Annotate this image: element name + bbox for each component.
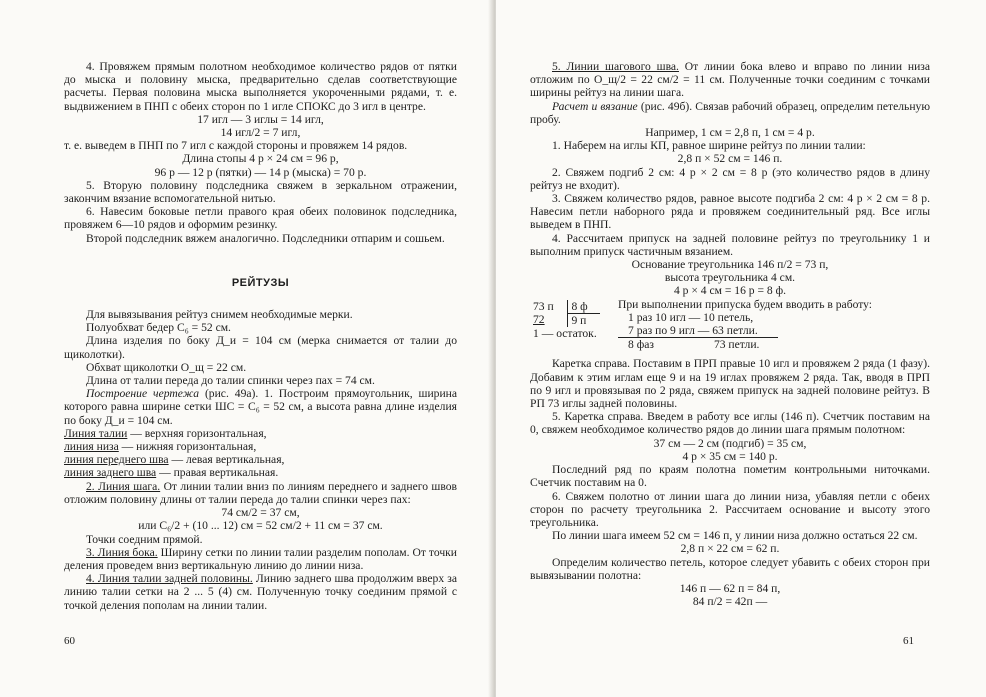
formula: 84 п/2 = 42п — bbox=[692, 595, 768, 609]
paragraph-text: От линии талии вниз по линиям переднего и заднего швов отложим половину длины от талии переда до талии спинки через пах: bbox=[64, 479, 457, 506]
formula: 74 см/2 = 37 см, bbox=[221, 506, 300, 520]
paragraph: 4. Провяжем прямым полотном необходимое количество рядов от пятки до мыска и половину мыска, предварительно сделав соответствующие расчеты. Первая половина мыска выполняется укороченными рядами, т. е. выдвижением в ПНП с обеих сторон по 1 игле СПОКС до 3 игл в центре. bbox=[64, 60, 457, 113]
list-line-text: — правая вертикальная. bbox=[156, 466, 279, 480]
plan-total-loops: 73 петли. bbox=[713, 338, 760, 352]
paragraph: Второй подследник вяжем аналогично. Подследники отпарим и сошьем. bbox=[86, 231, 445, 245]
list-line bbox=[64, 440, 457, 453]
formula: высота треугольника 4 см. bbox=[664, 271, 796, 285]
plan-line: 7 раз по 9 игл — 63 петли. bbox=[618, 324, 778, 338]
underlined-term: линия переднего шва bbox=[64, 453, 169, 467]
formula: 96 р — 12 р (пятки) — 14 р (мыска) = 70 р. bbox=[154, 165, 367, 179]
list-line bbox=[64, 453, 457, 466]
paragraph: 5. Каретка справа. Введем в работу все иглы (146 п). Счетчик поставим на 0, свяжем необходимое количество рядов до линии шага прямым полотном: bbox=[530, 410, 930, 437]
paragraph: 2. Свяжем подгиб 2 см: 4 р × 2 см = 8 р (это количество рядов в длину рейтуз не входит). bbox=[530, 165, 930, 192]
formula: 4 р × 4 см = 16 р = 8 ф. bbox=[673, 284, 787, 298]
paragraph: Длина изделия по боку Д_и = 104 см (мерка снимается от талии до щиколотки). bbox=[64, 334, 457, 361]
formula: 14 игл/2 = 7 игл, bbox=[220, 126, 301, 140]
paragraph: Для вывязывания рейтуз снимем необходимые мерки. bbox=[86, 308, 353, 322]
list-line-text: — верхняя горизонтальная, bbox=[127, 426, 267, 440]
paragraph-text: (рис. 49б). Связав рабочий образец, определим петельную пробу. bbox=[530, 99, 930, 126]
underlined-term: линия низа bbox=[64, 440, 119, 454]
paragraph: Точки соедним прямой. bbox=[86, 532, 203, 546]
paragraph bbox=[64, 546, 457, 572]
section-heading: РЕЙТУЗЫ bbox=[231, 276, 290, 289]
list-line-text: — левая вертикальная, bbox=[168, 453, 285, 467]
paragraph-text: (рис. 49а). 1. Построим прямоугольник, ширина которого равна ширине сетки ШС = С₆ = 52 см, а высота равна длине изделия по боку Д_и = 104 см. bbox=[64, 387, 458, 427]
formula: 4 р × 35 см = 140 р. bbox=[682, 449, 778, 463]
left-page-text bbox=[64, 60, 457, 612]
paragraph bbox=[530, 60, 930, 100]
formula: 17 игл — 3 иглы = 14 игл, bbox=[197, 112, 324, 126]
paragraph bbox=[530, 100, 930, 126]
division-cell: 1 — остаток. bbox=[533, 327, 597, 341]
formula: 2,8 п × 22 см = 62 п. bbox=[680, 542, 780, 556]
underlined-term: 4. Линия талии задней половины. bbox=[86, 572, 253, 586]
paragraph: Последний ряд по краям полотна пометим контрольными ниточками. Счетчик поставим на 0. bbox=[530, 463, 930, 490]
paragraph bbox=[64, 572, 457, 612]
italic-term: Построение чертежа bbox=[86, 387, 200, 401]
division-cell: 72 bbox=[533, 313, 545, 327]
right-page bbox=[496, 0, 986, 697]
formula: Длина стопы 4 р × 24 см = 96 р, bbox=[182, 152, 339, 166]
paragraph: 1. Наберем на иглы КП, равное ширине рейтуз по линии талии: bbox=[552, 139, 866, 153]
formula: 2,8 п × 52 см = 146 п. bbox=[677, 152, 783, 166]
paragraph: 5. Вторую половину подследника свяжем в зеркальном отражении, закончим вязание вспомогательной нитью. bbox=[64, 178, 457, 206]
plan-line: 1 раз 10 игл — 10 петель, bbox=[628, 310, 754, 324]
paragraph: 6. Свяжем полотно от линии шага до линии низа, убавляя петли с обеих сторон по расчету треугольника 2. Рассчитаем основание и высоту этого треугольника. bbox=[530, 489, 930, 529]
division-cell: 8 ф bbox=[568, 300, 600, 314]
paragraph: Определим количество петель, которое следует убавить с обеих сторон при вывязывании полотна: bbox=[530, 555, 930, 582]
paragraph: 4. Рассчитаем припуск на задней половине рейтуз по треугольнику 1 и выполним припуск частичным вязанием. bbox=[530, 231, 930, 258]
underlined-term: 2. Линия шага. bbox=[86, 479, 161, 493]
left-page bbox=[0, 0, 492, 697]
underlined-term: 3. Линия бока. bbox=[86, 545, 158, 559]
right-page-text bbox=[530, 60, 930, 608]
paragraph: Полуобхват бедер С₆ = 52 см. bbox=[86, 321, 231, 335]
division-table bbox=[530, 300, 600, 341]
underlined-term: Линия талии bbox=[64, 426, 128, 440]
plan-line: При выполнении припуска будем вводить в работу: bbox=[618, 297, 873, 311]
plan-total-phases: 8 фаз bbox=[628, 338, 654, 352]
underlined-term: 5. Линии шагового шва. bbox=[552, 60, 679, 73]
paragraph-text: От линии бока влево и вправо по линии низа отложим по О_щ/2 = 22 см/2 = 11 см. Полученные точки соединим с точками ширины рейтуз на линии шага. bbox=[530, 60, 930, 100]
list-line bbox=[64, 466, 457, 479]
paragraph-text: Линию заднего шва продолжим вверх за линию талии сетки на 2 ... 5 (4) см. Полученную точку соединим прямой с точкой деления пополам на линии талии. bbox=[64, 572, 457, 612]
underlined-term: линия заднего шва bbox=[64, 466, 157, 480]
list-line-text: — нижняя горизонтальная, bbox=[118, 440, 257, 454]
italic-term: Расчет и вязание bbox=[552, 99, 638, 113]
allowance-calculation bbox=[530, 298, 930, 352]
page-number: 61 bbox=[903, 635, 914, 647]
paragraph bbox=[64, 387, 457, 427]
formula: Например, 1 см = 2,8 п, 1 см = 4 р. bbox=[645, 126, 815, 140]
paragraph: Длина от талии переда до талии спинки через пах = 74 см. bbox=[86, 374, 375, 388]
paragraph: По линии шага имеем 52 см = 146 п, у линии низа должно остаться 22 см. bbox=[552, 529, 918, 543]
list-line bbox=[64, 427, 457, 440]
division-cell: 73 п bbox=[533, 299, 554, 313]
page-number: 60 bbox=[64, 635, 75, 647]
division-cell: 9 п bbox=[568, 313, 600, 327]
paragraph: 6. Навесим боковые петли правого края обеих половинок подследника, провяжем 6—10 рядов и оформим резинку. bbox=[64, 205, 457, 232]
paragraph: т. е. выведем в ПНП по 7 игл с каждой стороны и провяжем 14 рядов. bbox=[64, 139, 408, 153]
paragraph: Каретка справа. Поставим в ПРП правые 10 игл и провяжем 2 ряда (1 фазу). Добавим к этим иглам еще 9 и на 19 иглах провяжем 2 ряда. Так, вводя в ПРП по 9 игл и провязывая по 2 ряда, свяжем припуск на задней половине рейтуз. В РП 73 иглы задней половины. bbox=[530, 357, 930, 411]
formula: 37 см — 2 см (подгиб) = 35 см, bbox=[653, 436, 807, 450]
paragraph: 3. Свяжем количество рядов, равное высоте подгиба 2 см: 4 р × 2 см = 8 р. Навесим петли наборного ряда и провяжем соединительный ряд. Все иглы выведем в ПНП. bbox=[530, 192, 930, 232]
paragraph: Обхват щиколотки О_щ = 22 см. bbox=[86, 360, 247, 374]
paragraph-text: Ширину сетки по линии талии разделим пополам. От точки деления проведем вниз вертикальную линию до линии низа. bbox=[64, 545, 457, 572]
allowance-plan bbox=[618, 298, 930, 352]
division-calculation bbox=[530, 298, 606, 352]
formula: Основание треугольника 146 п/2 = 73 п, bbox=[631, 258, 829, 272]
plan-line bbox=[618, 338, 930, 351]
formula: 146 п — 62 п = 84 п, bbox=[679, 581, 781, 595]
paragraph bbox=[64, 480, 457, 506]
formula: или С₆/2 + (10 ... 12) см = 52 см/2 + 11 см = 37 см. bbox=[138, 519, 383, 533]
